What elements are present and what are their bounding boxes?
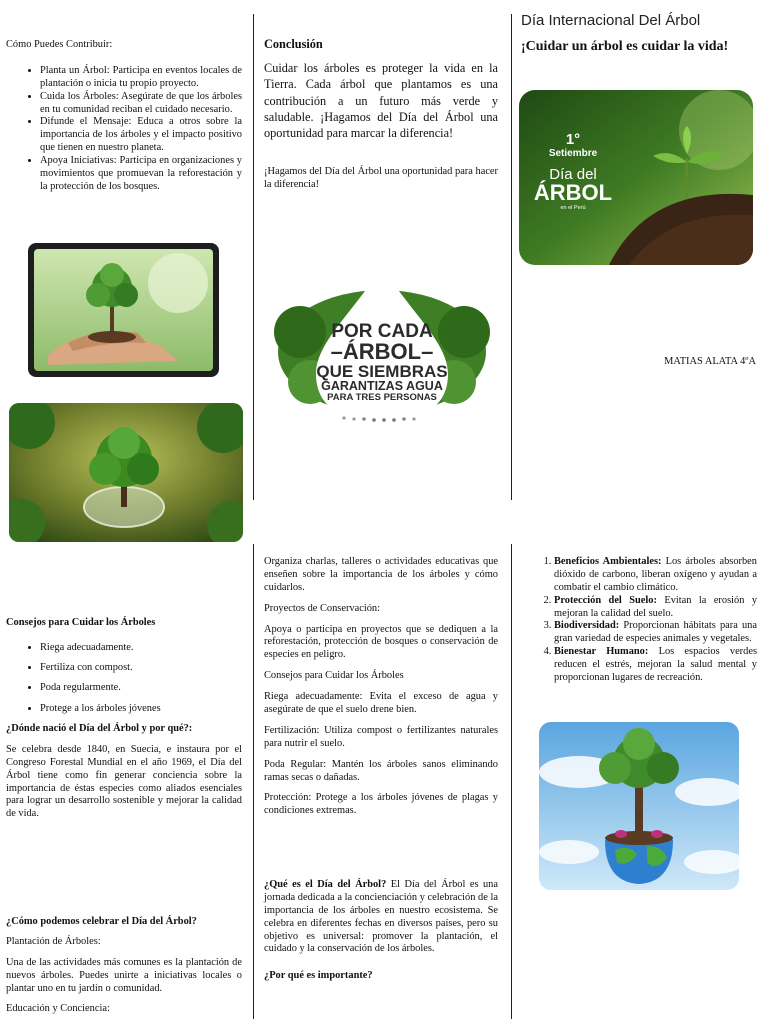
importance-list bbox=[520, 556, 757, 685]
poster-line-3: en el Perú bbox=[560, 205, 586, 211]
poster-day: 1° bbox=[565, 131, 581, 148]
care-heading: Consejos para Cuidar los Árboles bbox=[264, 670, 404, 682]
tree-earth-image bbox=[539, 722, 739, 890]
author-name: MATIAS ALATA 4ºA bbox=[664, 356, 756, 367]
list-item: • Apoya Iniciativas: Participa en organizaciones y movimientos que promuevan la reforestación y la protección de los bosques. bbox=[40, 155, 242, 194]
separator-line bbox=[253, 544, 254, 1019]
what-is-section bbox=[264, 879, 498, 983]
list-item: 2. Protección del Suelo: Evitan la erosión y mejoran la calidad del suelo. bbox=[554, 595, 757, 621]
tips-list bbox=[6, 638, 242, 719]
origin-body: Se celebra desde 1840, en Suecia, e instaura por el Congreso Forestal Mundial en el año 1969, el Día del Árbol tiene como fin generar conciencia sobre la importancia de éstas especies como aliados esenciales para lograr un desarrollo sostenible y mejorar la calidad de vida. bbox=[6, 743, 242, 820]
tips-section bbox=[6, 617, 242, 719]
drop-line-4: GARANTIZAS AGUA bbox=[321, 379, 443, 393]
contribute-list bbox=[6, 65, 242, 194]
tablet-seedling-image bbox=[28, 243, 219, 377]
list-item: • Cuida los Árboles: Asegúrate de que los árboles en tu comunidad reciban el cuidado necesario. bbox=[40, 91, 242, 117]
separator-line bbox=[511, 14, 512, 500]
cover-subtitle: ¡Cuidar un árbol es cuidar la vida! bbox=[521, 39, 729, 54]
what-is-question: ¿Qué es el Día del Árbol? bbox=[264, 879, 387, 890]
conservation-heading: Proyectos de Conservación: bbox=[264, 602, 381, 614]
poster-line-1: Día del bbox=[549, 166, 597, 183]
why-important-heading: ¿Por qué es importante? bbox=[264, 970, 373, 982]
water-drop-graphic bbox=[270, 262, 494, 424]
list-item: • Poda regularmente. bbox=[40, 678, 242, 698]
list-item: • Riega adecuadamente. bbox=[40, 638, 242, 658]
care-protection: Protección: Protege a los árboles jóvenes de plagas y condiciones extremas. bbox=[264, 792, 498, 817]
what-is-body: ¿Qué es el Día del Árbol? El Día del Árbol es una jornada dedicada a la concienciación y celebración de la importancia de los árboles en nuestro ecosistema. Se celebra en diferentes fechas en diversos países, pero su objetivo es universal: promover la plantación, el cuidado y la conservación de los árboles. bbox=[264, 879, 498, 955]
conservation-body: Apoya o participa en proyectos que se dediquen a la reforestación, protección de bosques o conservación de especies en peligro. bbox=[264, 623, 498, 661]
conclusion-section bbox=[264, 36, 498, 141]
glass-globe-tree-image bbox=[9, 403, 243, 542]
conclusion-body: Cuidar los árboles es proteger la vida en la Tierra. Cada árbol que plantamos es una contribución a un futuro más verde y saludable. ¡Hagamos del Día del Árbol una oportunidad para marcar la diferencia! bbox=[264, 61, 498, 141]
origin-heading: ¿Dónde nació el Día del Árbol y por qué?: bbox=[6, 723, 193, 734]
list-item: • Fertiliza con compost. bbox=[40, 658, 242, 678]
separator-line bbox=[253, 14, 254, 500]
day-of-tree-poster bbox=[519, 90, 753, 265]
poster-month: Setiembre bbox=[548, 148, 598, 159]
drop-line-2: –ÁRBOL– bbox=[330, 339, 434, 364]
list-item: • Planta un Árbol: Participa en eventos locales de plantación o inicia tu propio proyecto. bbox=[40, 65, 242, 91]
list-item: • Protege a los árboles jóvenes bbox=[40, 699, 242, 719]
activities-p1: Organiza charlas, talleres o actividades educativas que enseñen sobre la importancia de los árboles y cómo cuidarlos. bbox=[264, 556, 498, 593]
list-item: • Difunde el Mensaje: Educa a otros sobre la importancia de los árboles y el impacto positivo que tienen en nuestro planeta. bbox=[40, 116, 242, 155]
conclusion-callout: ¡Hagamos del Día del Árbol una oportunidad para hacer la diferencia! bbox=[264, 166, 498, 190]
separator-line bbox=[511, 544, 512, 1019]
contribute-section bbox=[6, 39, 242, 194]
drop-line-1: POR CADA bbox=[331, 321, 433, 342]
plant-body: Una de las actividades más comunes es la plantación de nuevos árboles. Puedes unirte a iniciativas locales o plantar uno en tu jardín o comunidad. bbox=[6, 956, 242, 994]
conclusion-heading: Conclusión bbox=[264, 37, 323, 51]
poster-line-2: ÁRBOL bbox=[533, 180, 613, 205]
care-pruning: Poda Regular: Mantén los árboles sanos eliminando ramas secas o dañadas. bbox=[264, 758, 498, 783]
list-item: 1. Beneficios Ambientales: Los árboles absorben dióxido de carbono, liberan oxígeno y ayudan a combatir el cambio climático. bbox=[554, 556, 757, 595]
celebrate-heading: ¿Cómo podemos celebrar el Día del Árbol? bbox=[6, 916, 197, 927]
cover-title: Día Internacional Del Árbol bbox=[521, 12, 701, 29]
drop-line-3: QUE SIEMBRAS bbox=[316, 362, 448, 381]
tips-heading: Consejos para Cuidar los Árboles bbox=[6, 617, 156, 628]
activities-section bbox=[264, 556, 498, 818]
drop-line-5: PARA TRES PERSONAS bbox=[327, 391, 437, 403]
care-fertilization: Fertilización: Utiliza compost o fertilizantes naturales para nutrir el suelo. bbox=[264, 724, 498, 749]
education-heading: Educación y Conciencia: bbox=[6, 1003, 110, 1015]
list-item: 3. Biodiversidad: Proporcionan hábitats para una gran variedad de especies animales y vegetales. bbox=[554, 620, 757, 646]
contribute-heading: Cómo Puedes Contribuir: bbox=[6, 39, 113, 50]
celebrate-section bbox=[6, 916, 242, 1016]
care-watering: Riega adecuadamente: Evita el exceso de agua y asegúrate de que el suelo drene bien. bbox=[264, 691, 498, 716]
plant-heading: Plantación de Árboles: bbox=[6, 935, 101, 947]
origin-section bbox=[6, 723, 242, 821]
importance-section bbox=[520, 556, 757, 685]
list-item: 4. Bienestar Humano: Los espacios verdes reducen el estrés, mejoran la salud mental y proporcionan lugares de recreación. bbox=[554, 646, 757, 685]
